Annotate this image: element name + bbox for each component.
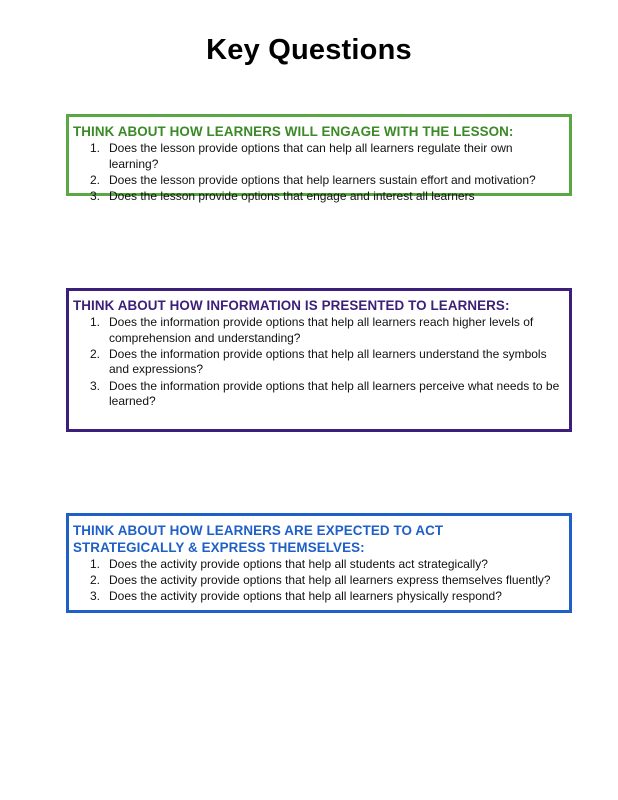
item-text: Does the lesson provide options that engage and interest all learners	[109, 188, 475, 203]
representation-heading: THINK ABOUT HOW INFORMATION IS PRESENTED TO LEARNERS:	[73, 298, 510, 313]
item-number: 1.	[90, 557, 101, 571]
item-text: Does the activity provide options that help all learners physically respond?	[109, 589, 502, 604]
list-item	[69, 589, 569, 605]
list-item	[69, 573, 569, 589]
engagement-heading: THINK ABOUT HOW LEARNERS WILL ENGAGE WITH THE LESSON:	[73, 124, 514, 139]
engagement-question-list	[69, 141, 569, 205]
item-number: 3.	[90, 188, 101, 203]
item-number: 1.	[90, 315, 101, 329]
action-expression-question-list	[69, 557, 569, 605]
item-text: Does the information provide options that help all learners reach higher levels of comprehension and understanding?	[109, 315, 534, 345]
engagement-section	[66, 114, 572, 203]
item-number: 3.	[90, 589, 101, 604]
action-expression-section	[66, 513, 572, 613]
item-number: 2.	[90, 346, 101, 361]
item-number: 2.	[90, 573, 101, 588]
item-text: Does the activity provide options that help all learners express themselves fluently?	[109, 573, 551, 588]
item-number: 3.	[90, 378, 101, 393]
list-item	[69, 347, 569, 378]
list-item	[69, 141, 569, 172]
list-item	[69, 315, 569, 346]
item-text: Does the information provide options that help all learners perceive what needs to be learned?	[109, 378, 560, 409]
list-item	[69, 557, 569, 573]
page-title: Key Questions	[206, 34, 412, 66]
representation-section	[66, 288, 572, 432]
item-text: Does the information provide options that help all learners understand the symbols and expressions?	[109, 346, 547, 377]
list-item	[69, 379, 569, 410]
representation-question-list	[69, 315, 569, 410]
list-item	[69, 189, 569, 205]
item-text: Does the lesson provide options that can help all learners regulate their own learning?	[109, 141, 513, 171]
item-text: Does the activity provide options that help all students act strategically?	[109, 557, 488, 571]
item-number: 2.	[90, 172, 101, 187]
action-expression-heading: THINK ABOUT HOW LEARNERS ARE EXPECTED TO ACT STRATEGICALLY & EXPRESS THEMSELVES:	[73, 523, 444, 555]
list-item	[69, 173, 569, 189]
item-number: 1.	[90, 141, 101, 155]
item-text: Does the lesson provide options that help learners sustain effort and motivation?	[109, 172, 536, 187]
